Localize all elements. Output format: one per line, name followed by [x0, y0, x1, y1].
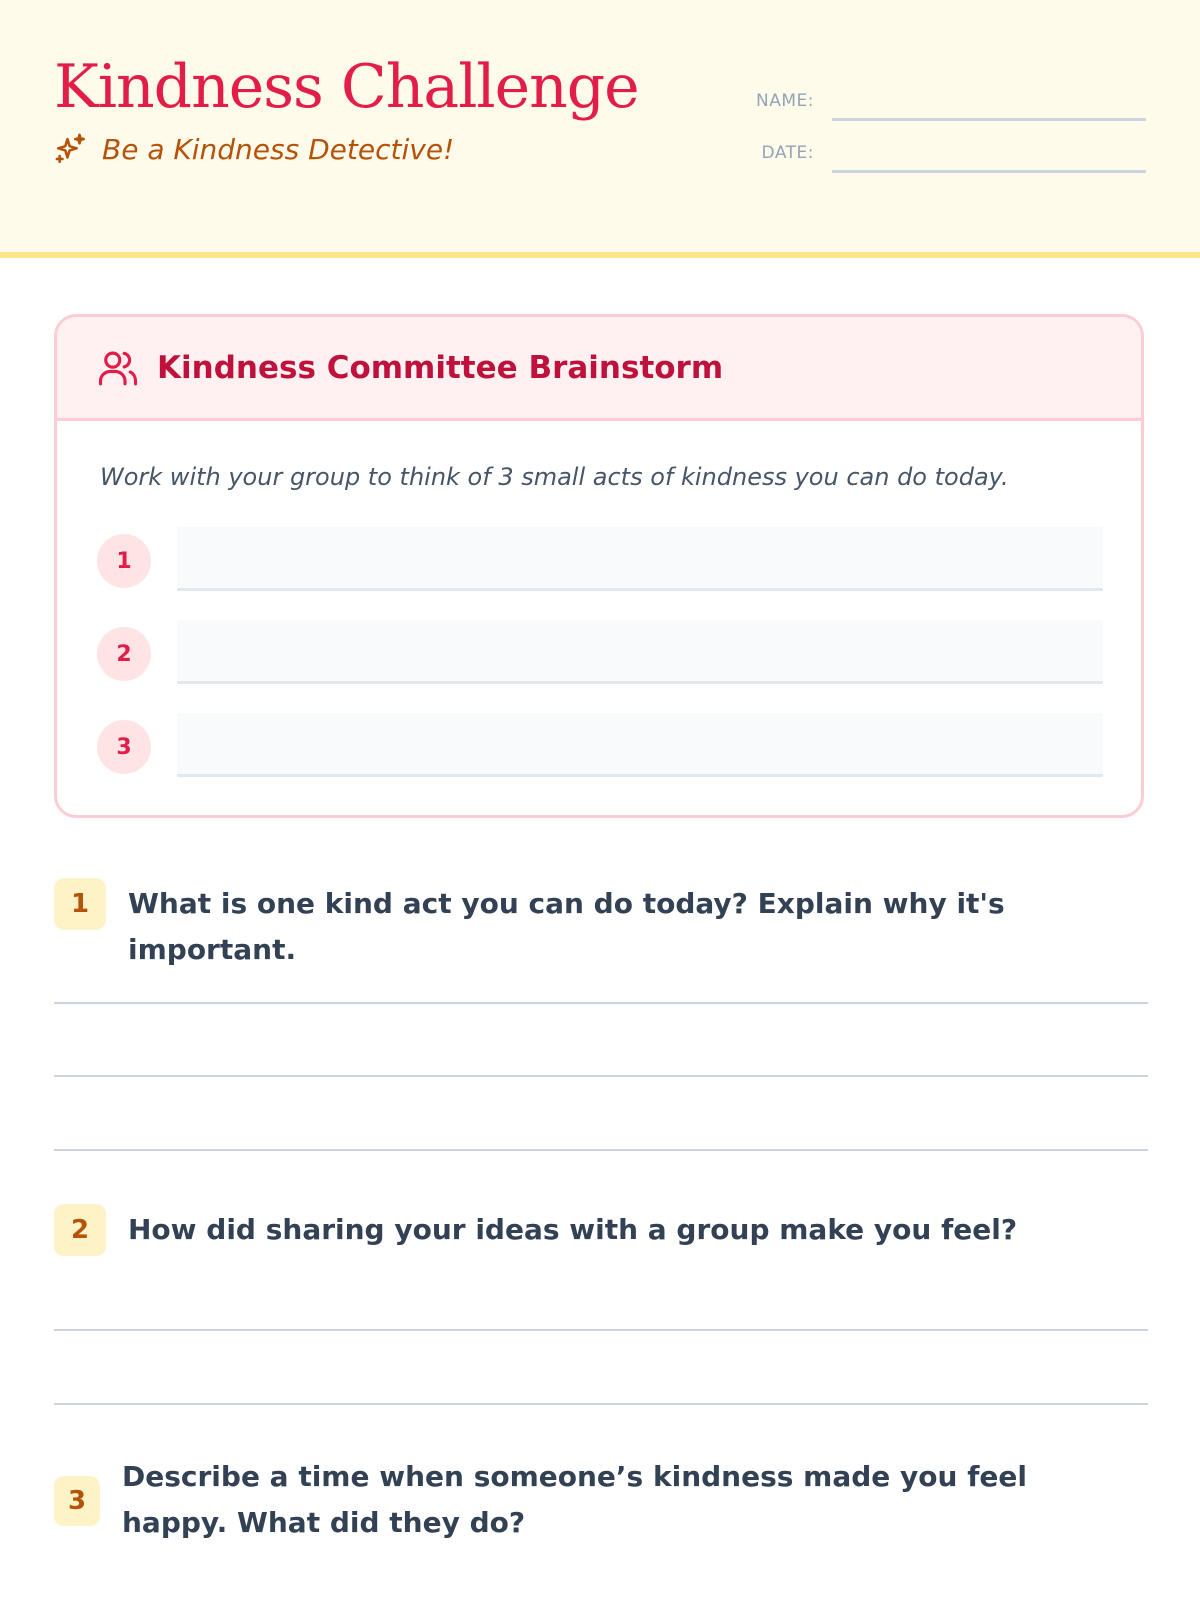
- brainstorm-row: [97, 620, 1097, 686]
- answer-line[interactable]: [54, 1149, 1148, 1151]
- subtitle-text: Be a Kindness Detective!: [102, 132, 455, 166]
- answer-line[interactable]: [54, 1002, 1148, 1004]
- brainstorm-title: Kindness Committee Brainstorm: [157, 349, 724, 386]
- row-number-badge: 2: [97, 627, 151, 681]
- answer-line[interactable]: [54, 1329, 1148, 1331]
- brainstorm-card: [54, 314, 1144, 818]
- users-icon: [97, 347, 139, 389]
- name-field: [740, 84, 1146, 121]
- question-number-badge: 1: [54, 878, 106, 930]
- date-input-line[interactable]: [832, 136, 1146, 173]
- brainstorm-answer-field[interactable]: [177, 620, 1103, 684]
- question-text: Describe a time when someone’s kindness made you feel happy. What did they do?: [122, 1460, 1027, 1539]
- name-input-line[interactable]: [832, 84, 1146, 121]
- row-number-badge: 1: [97, 534, 151, 588]
- brainstorm-answer-field[interactable]: [177, 527, 1103, 591]
- date-label: DATE:: [761, 143, 814, 163]
- worksheet-subtitle: [54, 132, 454, 166]
- brainstorm-answer-field[interactable]: [177, 713, 1103, 777]
- worksheet-title: Kindness Challenge: [54, 52, 639, 122]
- date-field: [740, 136, 1146, 173]
- question-number-badge: 3: [54, 1476, 100, 1526]
- worksheet-header: [0, 0, 1200, 258]
- brainstorm-row: [97, 527, 1097, 593]
- brainstorm-instructions: Work with your group to think of 3 small acts of kindness you can do today.: [100, 463, 1009, 491]
- sparkles-icon: [54, 132, 88, 166]
- brainstorm-card-header: [57, 317, 1141, 421]
- row-number-badge: 3: [97, 720, 151, 774]
- answer-line[interactable]: [54, 1403, 1148, 1405]
- brainstorm-row: [97, 713, 1097, 779]
- answer-line[interactable]: [54, 1075, 1148, 1077]
- question-text: How did sharing your ideas with a group make you feel?: [128, 1213, 1018, 1246]
- name-label: NAME:: [756, 91, 814, 111]
- question-number-badge: 2: [54, 1204, 106, 1256]
- question-text: What is one kind act you can do today? Explain why it's important.: [128, 887, 1005, 966]
